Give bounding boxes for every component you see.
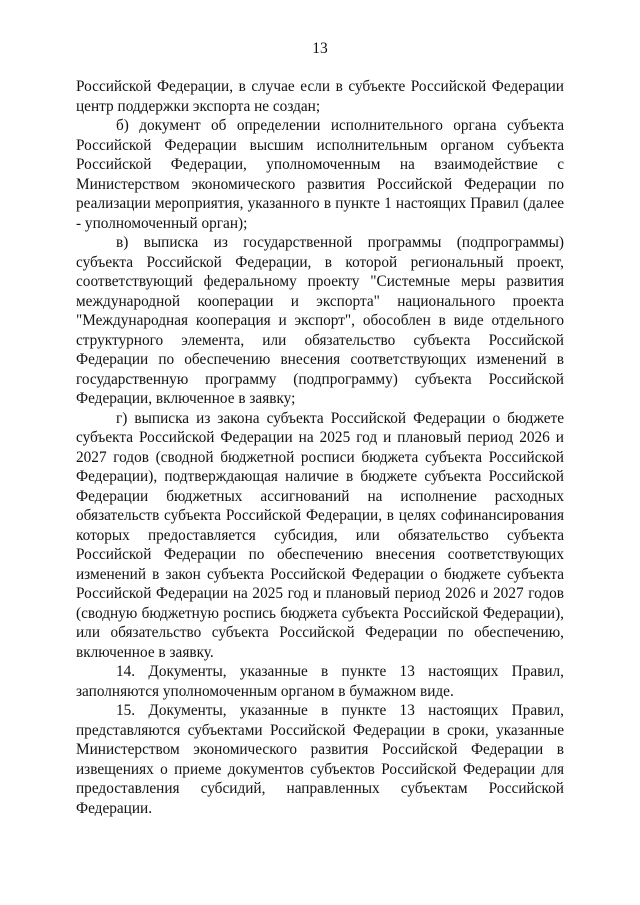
document-body	[76, 77, 564, 818]
paragraph-item-v: в) выписка из государственной программы (подпрограммы) субъекта Российской Федерации, в которой региональный проект, соответствующий федеральному проекту "Системные меры развития международной кооперации и экспорта" национального проекта "Международная кооперация и экспорт", обособлен в виде отдельного структурного элемента, или обязательство субъекта Российской Федерации по обеспечению внесения соответствующих изменений в государственную программу (подпрограмму) субъекта Российской Федерации, включенное в заявку;	[76, 234, 564, 407]
paragraph-item-g: г) выписка из закона субъекта Российской Федерации о бюджете субъекта Российской Федерации на 2025 год и плановый период 2026 и 2027 годов (сводной бюджетной росписи бюджета субъекта Российской Федерации), подтверждающая наличие в бюджете субъекта Российской Федерации бюджетных ассигнований на исполнение расходных обязательств субъекта Российской Федерации, в целях софинансирования которых предоставляется субсидия, или обязательство субъекта Российской Федерации по обеспечению внесения соответствующих изменений в закон субъекта Российской Федерации о бюджете субъекта Российской Федерации на 2025 год и плановый период 2026 и 2027 годов (сводную бюджетную роспись бюджета субъекта Российской Федерации), или обязательство субъекта Российской Федерации по обеспечению, включенное в заявку.	[76, 409, 564, 661]
paragraph-point-14: 14. Документы, указанные в пункте 13 настоящих Правил, заполняются уполномоченным органом в бумажном виде.	[76, 663, 564, 700]
page-number: 13	[312, 40, 328, 57]
paragraph-continuation: Российской Федерации, в случае если в субъекте Российской Федерации центр поддержки экспорта не создан;	[76, 78, 564, 115]
paragraph-item-b: б) документ об определении исполнительного органа субъекта Российской Федерации высшим исполнительным органом субъекта Российской Федерации, уполномоченным на взаимодействие с Министерством экономического развития Российской Федерации по реализации мероприятия, указанного в пункте 1 настоящих Правил (далее - уполномоченный орган);	[76, 117, 564, 232]
paragraph-point-15: 15. Документы, указанные в пункте 13 настоящих Правил, представляются субъектами Российской Федерации в сроки, указанные Министерством экономического развития Российской Федерации в извещениях о приеме документов субъектов Российской Федерации для предоставления субсидий, направленных субъектам Российской Федерации.	[76, 702, 564, 817]
